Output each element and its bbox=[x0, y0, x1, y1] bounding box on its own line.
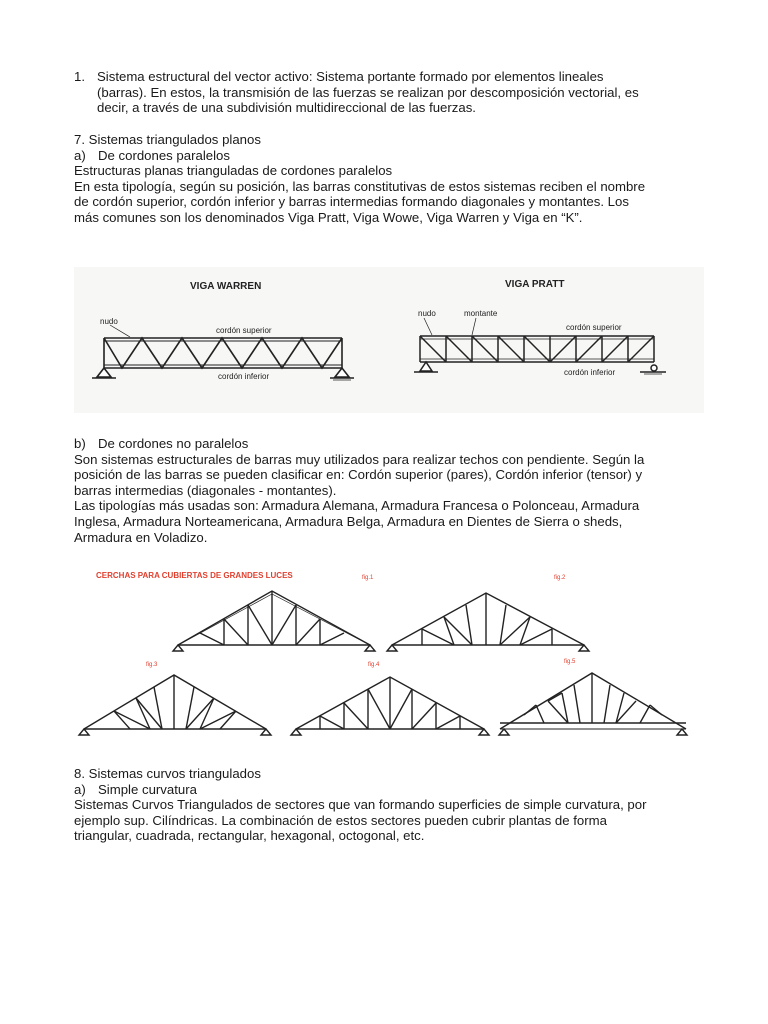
paragraph-line: Las tipologías más usadas son: Armadura Alemana, Armadura Francesa o Polonceau, Armadura bbox=[74, 498, 640, 514]
paragraph-line: Son sistemas estructurales de barras muy utilizados para realizar techos con pendiente. Según la bbox=[74, 451, 645, 467]
section-7b bbox=[74, 436, 704, 545]
cerchas-title: CERCHAS PARA CUBIERTAS DE GRANDES LUCES bbox=[96, 571, 293, 580]
pratt-nudo-label: nudo bbox=[418, 309, 436, 318]
subheading-text: De cordones no paralelos bbox=[98, 436, 249, 451]
warren-nudo-label: nudo bbox=[100, 317, 118, 326]
warren-inferior-label: cordón inferior bbox=[218, 372, 270, 381]
warren-title: VIGA WARREN bbox=[190, 281, 262, 292]
paragraph-line: de cordón superior, cordón inferior y barras intermedias formando diagonales y montantes. Los bbox=[74, 194, 629, 210]
list-item-text bbox=[97, 69, 714, 116]
warren-superior-label: cordón superior bbox=[216, 326, 272, 335]
list-number: 1. bbox=[74, 69, 85, 84]
section-heading: 8. Sistemas curvos triangulados bbox=[74, 766, 261, 781]
paragraph-line: decir, a través de una subdivisión multidireccional de las fuerzas. bbox=[97, 100, 476, 116]
truss-beams-figure bbox=[74, 267, 704, 413]
paragraph-line: Inglesa, Armadura Norteamericana, Armadura Belga, Armadura en Dientes de Sierra o sheds, bbox=[74, 513, 623, 529]
section-7 bbox=[74, 132, 704, 226]
paragraph-line: posición de las barras se pueden clasificar en: Cordón superior (pares), Cordón inferior (tensor) y bbox=[74, 467, 643, 483]
fig2-label: fig.2 bbox=[554, 575, 566, 581]
pratt-superior-label: cordón superior bbox=[566, 323, 622, 332]
paragraph-line: Sistema estructural del vector activo: Sistema portante formado por elementos lineales bbox=[97, 69, 604, 84]
paragraph-line: (barras). En estos, la transmisión de las fuerzas se realizan por descomposición vectorial, es bbox=[97, 84, 639, 100]
subheading-label: b) bbox=[74, 436, 86, 451]
subheading-label: a) bbox=[74, 147, 86, 163]
paragraph-line: triangular, cuadrada, rectangular, hexagonal, octogonal, etc. bbox=[74, 828, 425, 844]
pratt-inferior-label: cordón inferior bbox=[564, 368, 616, 377]
subheading-text: De cordones paralelos bbox=[98, 147, 230, 163]
paragraph-line: Estructuras planas trianguladas de cordones paralelos bbox=[74, 163, 393, 179]
section-heading: 7. Sistemas triangulados planos bbox=[74, 132, 261, 147]
paragraph-line: Armadura en Voladizo. bbox=[74, 529, 208, 545]
pratt-montante-label: montante bbox=[464, 309, 498, 318]
subheading-b bbox=[74, 436, 704, 452]
truss-fig4 bbox=[291, 677, 489, 735]
paragraph-line: En esta tipología, según su posición, las barras constitutivas de estos sistemas reciben el nombre bbox=[74, 178, 646, 194]
subheading-text: Simple curvatura bbox=[98, 781, 197, 797]
truss-fig3 bbox=[79, 675, 271, 735]
fig4-label: fig.4 bbox=[368, 662, 380, 668]
truss-fig1 bbox=[173, 591, 375, 651]
fig1-label: fig.1 bbox=[362, 575, 374, 581]
paragraph-line: Sistemas Curvos Triangulados de sectores que van formando superficies de simple curvatura, por bbox=[74, 797, 647, 813]
truss-fig5 bbox=[499, 673, 687, 735]
fig5-label: fig.5 bbox=[564, 659, 576, 665]
fig3-label: fig.3 bbox=[146, 662, 158, 668]
pratt-title: VIGA PRATT bbox=[505, 279, 565, 290]
subheading-label: a) bbox=[74, 781, 86, 797]
roof-trusses-figure bbox=[74, 563, 694, 745]
section-8 bbox=[74, 766, 704, 844]
subheading-a bbox=[74, 782, 704, 798]
paragraph-line: barras intermedias (diagonales - montantes). bbox=[74, 482, 337, 498]
paragraph-line: más comunes son los denominados Viga Pratt, Viga Wowe, Viga Warren y Viga en “K”. bbox=[74, 209, 583, 225]
subheading-a bbox=[74, 148, 704, 164]
paragraph-line: ejemplo sup. Cilíndricas. La combinación de estos sectores pueden cubrir plantas de forma bbox=[74, 812, 607, 828]
truss-fig2 bbox=[387, 593, 589, 651]
